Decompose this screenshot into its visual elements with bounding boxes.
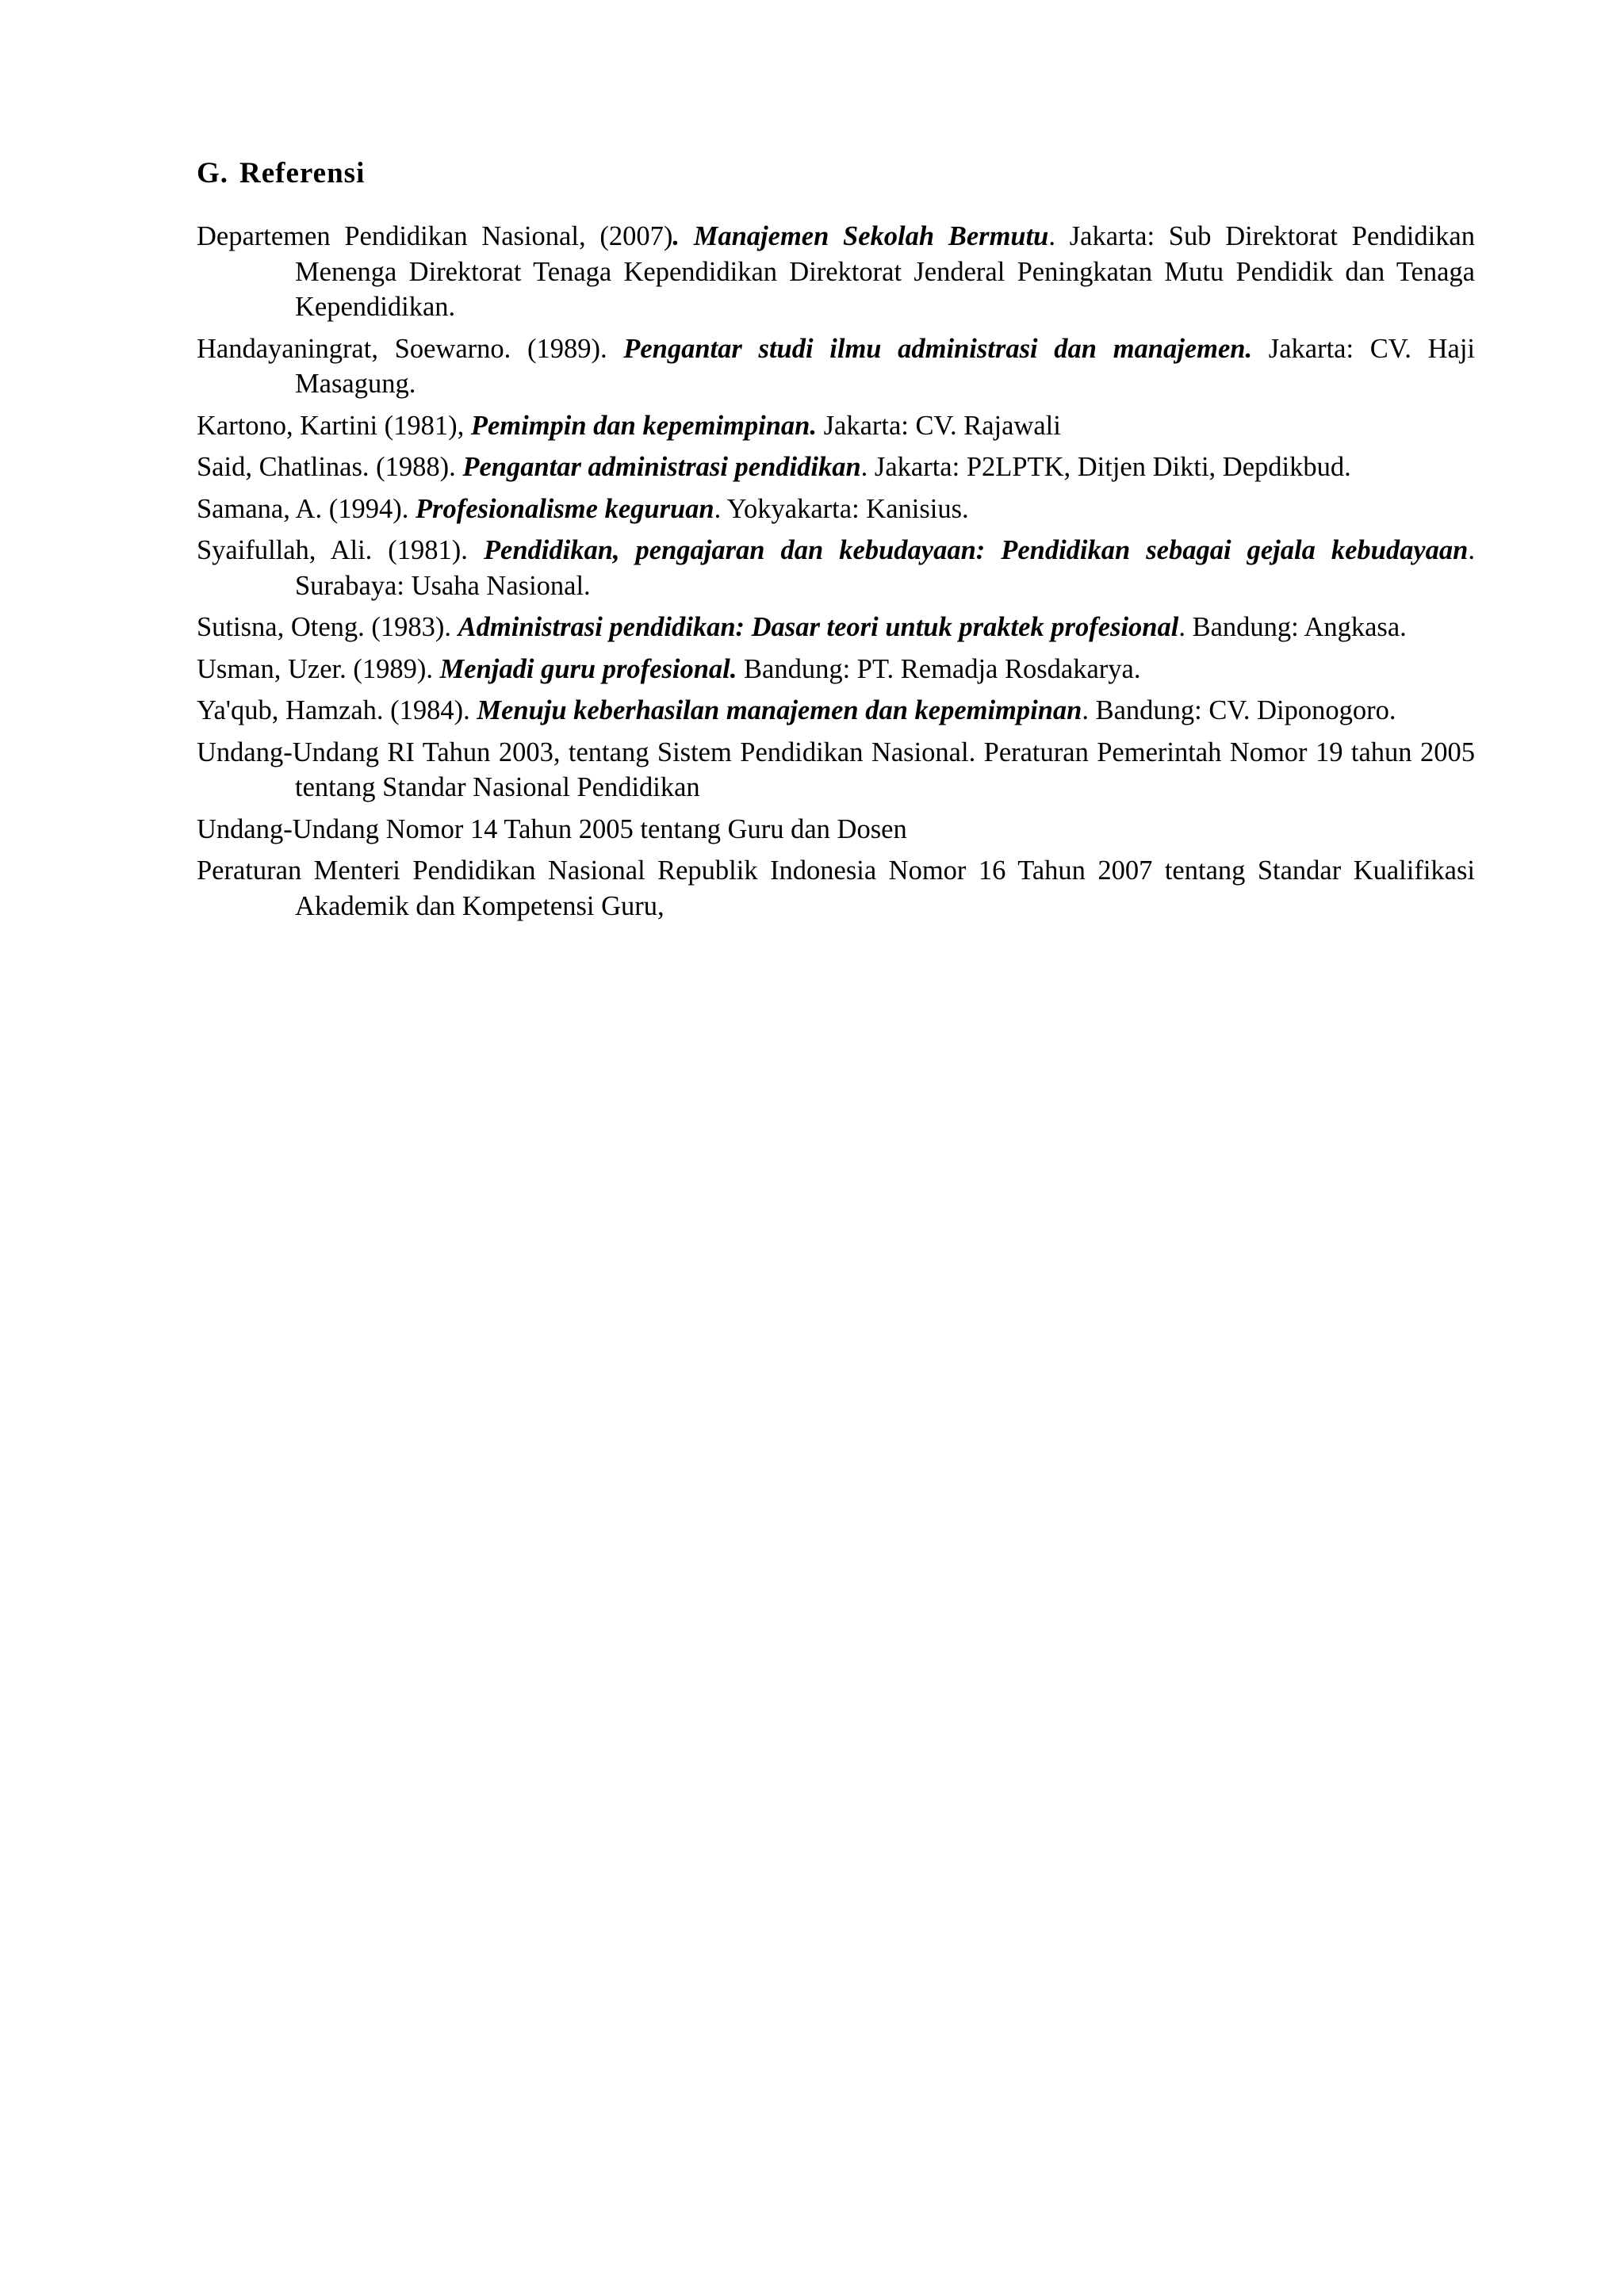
reference-text: Undang-Undang RI Tahun 2003, tentang Sistem Pendidikan Nasional. Peraturan Pemerintah Nomor 19 tahun 2005 tentang Standar Nasional Pendidikan: [197, 737, 1475, 802]
reference-title: Menuju keberhasilan manajemen dan kepemimpinan: [477, 695, 1082, 725]
reference-text: Peraturan Menteri Pendidikan Nasional Republik Indonesia Nomor 16 Tahun 2007 tentang Standar Kualifikasi Akademik dan Kompetensi Guru,: [197, 855, 1475, 921]
reference-item: [197, 735, 1475, 806]
reference-publisher: Jakarta: CV. Haji Masagung.: [295, 333, 1475, 399]
reference-publisher: . Surabaya: Usaha Nasional.: [295, 535, 1475, 601]
reference-item: [197, 219, 1475, 325]
reference-item: [197, 450, 1475, 485]
reference-author: Kartono, Kartini (1981),: [197, 410, 471, 441]
reference-title: Menjadi guru profesional.: [439, 653, 737, 684]
reference-item: [197, 652, 1475, 687]
reference-item: [197, 693, 1475, 729]
reference-title: . Manajemen Sekolah Bermutu: [672, 221, 1049, 251]
reference-author: Departemen Pendidikan Nasional, (2007): [197, 221, 673, 251]
reference-item: [197, 331, 1475, 402]
reference-item: [197, 408, 1475, 444]
reference-publisher: . Jakarta: P2LPTK, Ditjen Dikti, Depdikbud.: [860, 452, 1351, 482]
reference-title: Pendidikan, pengajaran dan kebudayaan: Pendidikan sebagai gejala kebudayaan: [483, 535, 1469, 565]
reference-publisher: . Bandung: CV. Diponogoro.: [1082, 695, 1396, 725]
reference-title: Profesionalisme keguruan: [415, 493, 714, 524]
reference-list: [197, 219, 1475, 924]
reference-publisher: . Bandung: Angkasa.: [1178, 612, 1407, 642]
reference-publisher: Jakarta: CV. Rajawali: [816, 410, 1061, 441]
reference-title: Administrasi pendidikan: Dasar teori untuk praktek profesional: [458, 612, 1179, 642]
section-title: Referensi: [239, 157, 366, 189]
reference-author: Said, Chatlinas. (1988).: [197, 452, 463, 482]
document-page: [197, 155, 1475, 930]
reference-publisher: Bandung: PT. Remadja Rosdakarya.: [737, 653, 1141, 684]
reference-item: [197, 812, 1475, 848]
reference-title: Pengantar studi ilmu administrasi dan manajemen.: [623, 333, 1253, 364]
reference-author: Ya'qub, Hamzah. (1984).: [197, 695, 477, 725]
reference-title: Pengantar administrasi pendidikan: [462, 452, 861, 482]
reference-author: Usman, Uzer. (1989).: [197, 653, 440, 684]
reference-publisher: . Yokyakarta: Kanisius.: [714, 493, 969, 524]
reference-author: Handayaningrat, Soewarno. (1989).: [197, 333, 624, 364]
reference-item: [197, 492, 1475, 527]
section-number: G.: [197, 157, 229, 189]
section-heading: [197, 155, 1475, 192]
reference-item: [197, 533, 1475, 603]
reference-item: [197, 853, 1475, 924]
reference-title: Pemimpin dan kepemimpinan.: [470, 410, 817, 441]
reference-text: Undang-Undang Nomor 14 Tahun 2005 tentang Guru dan Dosen: [197, 813, 907, 844]
reference-author: Sutisna, Oteng. (1983).: [197, 612, 458, 642]
reference-author: Syaifullah, Ali. (1981).: [197, 535, 484, 565]
reference-publisher: . Jakarta: Sub Direktorat Pendidikan Menenga Direktorat Tenaga Kependidikan Direktorat Jenderal Peningkatan Mutu Pendidik dan Tenaga Kependidikan.: [295, 221, 1475, 322]
reference-item: [197, 610, 1475, 645]
reference-author: Samana, A. (1994).: [197, 493, 416, 524]
